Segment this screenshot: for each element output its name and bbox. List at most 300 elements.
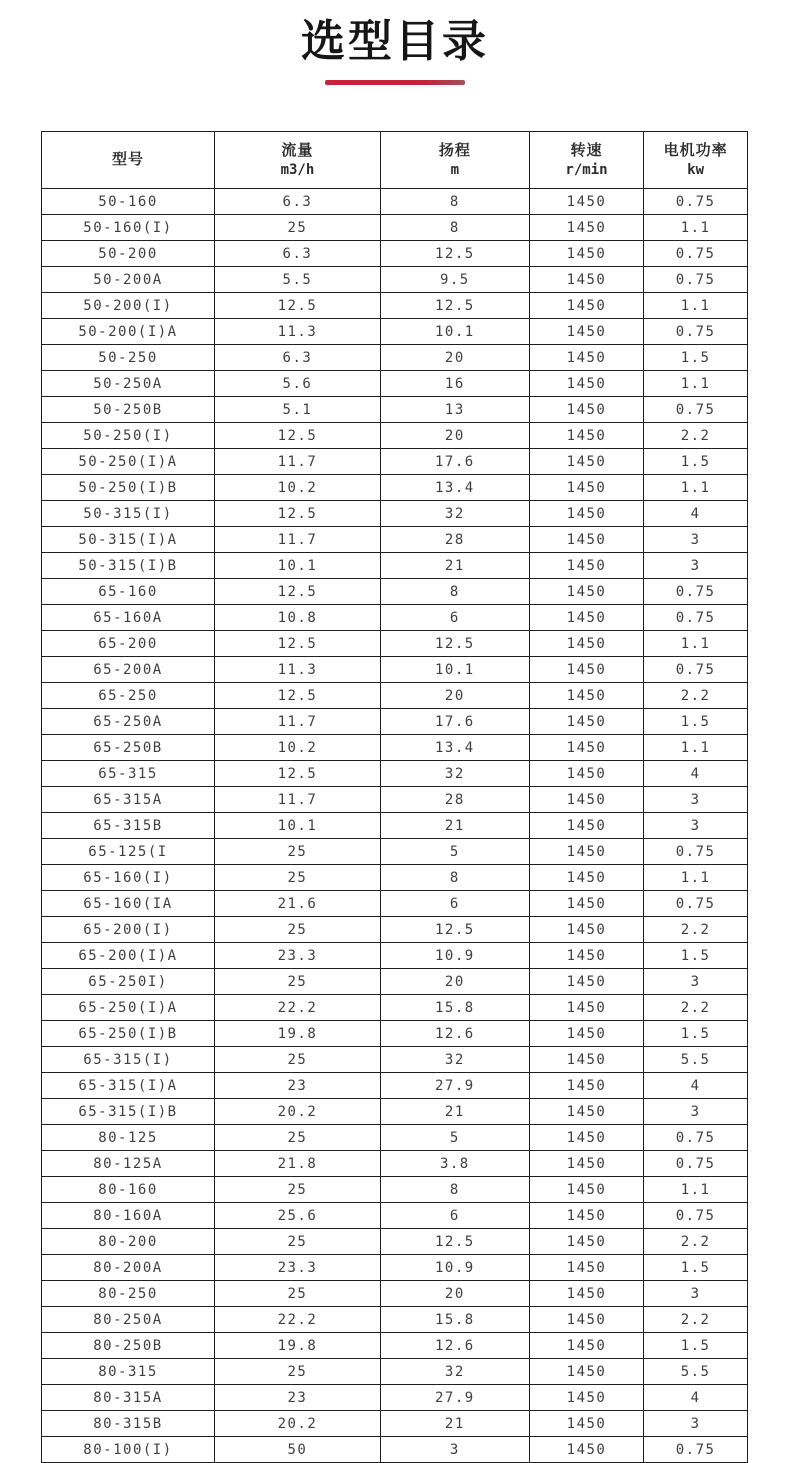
column-header-3 (529, 132, 643, 189)
value-cell: 6 (380, 605, 529, 631)
column-header-name: 转速 (570, 141, 603, 159)
value-cell: 3 (380, 1437, 529, 1463)
model-cell: 50-200(I)A (42, 319, 215, 345)
table-row (42, 1229, 748, 1255)
value-cell: 3 (644, 1411, 748, 1437)
model-cell: 65-315 (42, 761, 215, 787)
value-cell: 21.6 (214, 891, 380, 917)
value-cell: 0.75 (644, 839, 748, 865)
value-cell: 16 (380, 371, 529, 397)
model-cell: 65-315(I)A (42, 1073, 215, 1099)
model-cell: 65-315A (42, 787, 215, 813)
model-cell: 80-315B (42, 1411, 215, 1437)
value-cell: 1450 (529, 241, 643, 267)
value-cell: 1.5 (644, 1333, 748, 1359)
value-cell: 25 (214, 1177, 380, 1203)
table-row (42, 1021, 748, 1047)
column-header-0 (42, 132, 215, 189)
table-row (42, 293, 748, 319)
value-cell: 1450 (529, 891, 643, 917)
model-cell: 65-200 (42, 631, 215, 657)
value-cell: 21.8 (214, 1151, 380, 1177)
value-cell: 1.1 (644, 475, 748, 501)
model-cell: 50-160 (42, 189, 215, 215)
value-cell: 2.2 (644, 683, 748, 709)
value-cell: 13.4 (380, 475, 529, 501)
value-cell: 10.1 (380, 319, 529, 345)
value-cell: 11.7 (214, 787, 380, 813)
value-cell: 5 (380, 1125, 529, 1151)
value-cell: 6 (380, 891, 529, 917)
value-cell: 23.3 (214, 1255, 380, 1281)
model-cell: 50-250B (42, 397, 215, 423)
title-underline-decoration (325, 80, 465, 85)
value-cell: 1450 (529, 761, 643, 787)
value-cell: 1450 (529, 943, 643, 969)
value-cell: 1450 (529, 553, 643, 579)
table-row (42, 1255, 748, 1281)
table-row (42, 189, 748, 215)
model-cell: 50-250 (42, 345, 215, 371)
value-cell: 20 (380, 683, 529, 709)
model-cell: 80-315 (42, 1359, 215, 1385)
model-cell: 65-250I) (42, 969, 215, 995)
value-cell: 1.5 (644, 449, 748, 475)
value-cell: 32 (380, 501, 529, 527)
value-cell: 10.9 (380, 1255, 529, 1281)
value-cell: 1450 (529, 319, 643, 345)
value-cell: 1450 (529, 1255, 643, 1281)
value-cell: 0.75 (644, 1151, 748, 1177)
value-cell: 1450 (529, 1437, 643, 1463)
value-cell: 25 (214, 1047, 380, 1073)
table-row (42, 371, 748, 397)
value-cell: 1450 (529, 189, 643, 215)
value-cell: 1.1 (644, 293, 748, 319)
table-row (42, 1333, 748, 1359)
value-cell: 20 (380, 423, 529, 449)
value-cell: 10.9 (380, 943, 529, 969)
value-cell: 0.75 (644, 189, 748, 215)
value-cell: 1450 (529, 1073, 643, 1099)
value-cell: 25 (214, 1125, 380, 1151)
model-cell: 65-200(I)A (42, 943, 215, 969)
value-cell: 12.5 (380, 1229, 529, 1255)
value-cell: 11.7 (214, 449, 380, 475)
value-cell: 8 (380, 1177, 529, 1203)
value-cell: 1450 (529, 735, 643, 761)
table-body (42, 189, 748, 1463)
value-cell: 25 (214, 969, 380, 995)
table-row (42, 449, 748, 475)
value-cell: 28 (380, 527, 529, 553)
value-cell: 1450 (529, 1281, 643, 1307)
table-row (42, 1307, 748, 1333)
value-cell: 1450 (529, 709, 643, 735)
value-cell: 23.3 (214, 943, 380, 969)
table-row (42, 1437, 748, 1463)
table-row (42, 1099, 748, 1125)
value-cell: 1.1 (644, 631, 748, 657)
value-cell: 20 (380, 345, 529, 371)
value-cell: 4 (644, 1385, 748, 1411)
value-cell: 10.1 (380, 657, 529, 683)
model-cell: 65-250(I)B (42, 1021, 215, 1047)
table-row (42, 553, 748, 579)
value-cell: 20.2 (214, 1099, 380, 1125)
value-cell: 25.6 (214, 1203, 380, 1229)
model-cell: 80-200 (42, 1229, 215, 1255)
value-cell: 32 (380, 761, 529, 787)
value-cell: 1450 (529, 683, 643, 709)
value-cell: 1450 (529, 839, 643, 865)
table-row (42, 787, 748, 813)
table-row (42, 1073, 748, 1099)
model-cell: 80-250B (42, 1333, 215, 1359)
table-row (42, 1047, 748, 1073)
column-header-name: 型号 (111, 150, 144, 168)
value-cell: 1450 (529, 1125, 643, 1151)
value-cell: 3 (644, 1099, 748, 1125)
table-row (42, 1203, 748, 1229)
table-row (42, 501, 748, 527)
table-header (42, 132, 748, 189)
value-cell: 1450 (529, 293, 643, 319)
table-row (42, 527, 748, 553)
table-row (42, 215, 748, 241)
table-row (42, 1151, 748, 1177)
column-header-2 (380, 132, 529, 189)
value-cell: 5.6 (214, 371, 380, 397)
value-cell: 11.3 (214, 319, 380, 345)
model-cell: 80-250A (42, 1307, 215, 1333)
value-cell: 1.5 (644, 709, 748, 735)
value-cell: 5.1 (214, 397, 380, 423)
model-cell: 80-125 (42, 1125, 215, 1151)
value-cell: 12.5 (380, 293, 529, 319)
model-cell: 50-250(I)B (42, 475, 215, 501)
model-cell: 65-200A (42, 657, 215, 683)
model-cell: 50-250(I) (42, 423, 215, 449)
table-row (42, 1411, 748, 1437)
table-row (42, 683, 748, 709)
column-header-name: 扬程 (438, 141, 471, 159)
value-cell: 17.6 (380, 709, 529, 735)
table-row (42, 605, 748, 631)
model-cell: 65-250(I)A (42, 995, 215, 1021)
value-cell: 1450 (529, 215, 643, 241)
value-cell: 4 (644, 501, 748, 527)
value-cell: 23 (214, 1073, 380, 1099)
value-cell: 8 (380, 865, 529, 891)
value-cell: 0.75 (644, 267, 748, 293)
value-cell: 1450 (529, 527, 643, 553)
value-cell: 1450 (529, 475, 643, 501)
value-cell: 10.1 (214, 813, 380, 839)
table-row (42, 579, 748, 605)
value-cell: 19.8 (214, 1021, 380, 1047)
table-row (42, 1281, 748, 1307)
table-row (42, 1125, 748, 1151)
value-cell: 12.5 (214, 423, 380, 449)
value-cell: 1450 (529, 865, 643, 891)
value-cell: 28 (380, 787, 529, 813)
value-cell: 3 (644, 813, 748, 839)
model-cell: 80-125A (42, 1151, 215, 1177)
value-cell: 23 (214, 1385, 380, 1411)
model-cell: 65-315B (42, 813, 215, 839)
value-cell: 3 (644, 527, 748, 553)
value-cell: 3.8 (380, 1151, 529, 1177)
model-cell: 65-160A (42, 605, 215, 631)
value-cell: 12.5 (380, 241, 529, 267)
value-cell: 1450 (529, 1021, 643, 1047)
model-cell: 65-160(I) (42, 865, 215, 891)
value-cell: 20.2 (214, 1411, 380, 1437)
table-row (42, 423, 748, 449)
table-row (42, 917, 748, 943)
model-cell: 50-200A (42, 267, 215, 293)
model-cell: 65-250 (42, 683, 215, 709)
value-cell: 5 (380, 839, 529, 865)
value-cell: 12.5 (214, 631, 380, 657)
value-cell: 3 (644, 1281, 748, 1307)
value-cell: 0.75 (644, 319, 748, 345)
value-cell: 0.75 (644, 1437, 748, 1463)
table-row (42, 761, 748, 787)
model-cell: 50-250(I)A (42, 449, 215, 475)
column-header-unit: m (450, 162, 460, 179)
value-cell: 20 (380, 969, 529, 995)
value-cell: 12.5 (214, 501, 380, 527)
value-cell: 15.8 (380, 995, 529, 1021)
model-cell: 65-315(I)B (42, 1099, 215, 1125)
table-row (42, 995, 748, 1021)
table-row (42, 735, 748, 761)
value-cell: 1.5 (644, 943, 748, 969)
model-cell: 50-200 (42, 241, 215, 267)
value-cell: 21 (380, 1411, 529, 1437)
value-cell: 1450 (529, 397, 643, 423)
value-cell: 5.5 (214, 267, 380, 293)
value-cell: 21 (380, 553, 529, 579)
value-cell: 2.2 (644, 1229, 748, 1255)
table-row (42, 709, 748, 735)
value-cell: 22.2 (214, 995, 380, 1021)
table-row (42, 631, 748, 657)
model-cell: 65-250A (42, 709, 215, 735)
value-cell: 5.5 (644, 1359, 748, 1385)
value-cell: 0.75 (644, 397, 748, 423)
value-cell: 0.75 (644, 579, 748, 605)
value-cell: 1.1 (644, 865, 748, 891)
value-cell: 12.6 (380, 1021, 529, 1047)
value-cell: 2.2 (644, 423, 748, 449)
selection-catalog-table (41, 131, 748, 1463)
value-cell: 2.2 (644, 995, 748, 1021)
value-cell: 50 (214, 1437, 380, 1463)
value-cell: 6.3 (214, 189, 380, 215)
table-row (42, 345, 748, 371)
value-cell: 4 (644, 761, 748, 787)
value-cell: 1.5 (644, 345, 748, 371)
model-cell: 65-160 (42, 579, 215, 605)
value-cell: 27.9 (380, 1073, 529, 1099)
value-cell: 1450 (529, 501, 643, 527)
value-cell: 1.1 (644, 1177, 748, 1203)
column-header-4 (644, 132, 748, 189)
value-cell: 11.7 (214, 709, 380, 735)
model-cell: 80-160A (42, 1203, 215, 1229)
column-header-name: 流量 (281, 141, 314, 159)
value-cell: 1450 (529, 631, 643, 657)
value-cell: 3 (644, 787, 748, 813)
value-cell: 1.5 (644, 1255, 748, 1281)
table-row (42, 1177, 748, 1203)
value-cell: 25 (214, 1281, 380, 1307)
value-cell: 10.2 (214, 735, 380, 761)
value-cell: 1450 (529, 917, 643, 943)
value-cell: 1450 (529, 1307, 643, 1333)
value-cell: 11.7 (214, 527, 380, 553)
value-cell: 6 (380, 1203, 529, 1229)
value-cell: 12.5 (214, 293, 380, 319)
value-cell: 11.3 (214, 657, 380, 683)
model-cell: 50-315(I)B (42, 553, 215, 579)
value-cell: 1.1 (644, 735, 748, 761)
column-header-unit: kw (687, 162, 705, 179)
table-row (42, 865, 748, 891)
value-cell: 9.5 (380, 267, 529, 293)
value-cell: 6.3 (214, 241, 380, 267)
value-cell: 1450 (529, 267, 643, 293)
value-cell: 3 (644, 969, 748, 995)
value-cell: 0.75 (644, 605, 748, 631)
value-cell: 1.1 (644, 371, 748, 397)
model-cell: 80-200A (42, 1255, 215, 1281)
model-cell: 65-125(I (42, 839, 215, 865)
value-cell: 1450 (529, 1151, 643, 1177)
value-cell: 21 (380, 813, 529, 839)
table-header-row (42, 132, 748, 189)
value-cell: 1450 (529, 1359, 643, 1385)
model-cell: 50-315(I)A (42, 527, 215, 553)
model-cell: 80-100(I) (42, 1437, 215, 1463)
value-cell: 13.4 (380, 735, 529, 761)
value-cell: 1.1 (644, 215, 748, 241)
value-cell: 12.5 (214, 761, 380, 787)
table-row (42, 1385, 748, 1411)
value-cell: 25 (214, 1359, 380, 1385)
value-cell: 4 (644, 1073, 748, 1099)
table-row (42, 475, 748, 501)
page-title: 选型目录 (301, 17, 489, 66)
value-cell: 6.3 (214, 345, 380, 371)
value-cell: 0.75 (644, 241, 748, 267)
table-row (42, 397, 748, 423)
model-cell: 80-250 (42, 1281, 215, 1307)
value-cell: 1450 (529, 423, 643, 449)
value-cell: 12.6 (380, 1333, 529, 1359)
value-cell: 12.5 (214, 683, 380, 709)
model-cell: 80-315A (42, 1385, 215, 1411)
value-cell: 1450 (529, 995, 643, 1021)
model-cell: 65-315(I) (42, 1047, 215, 1073)
value-cell: 2.2 (644, 917, 748, 943)
table-row (42, 969, 748, 995)
value-cell: 10.1 (214, 553, 380, 579)
value-cell: 32 (380, 1047, 529, 1073)
value-cell: 8 (380, 189, 529, 215)
model-cell: 50-250A (42, 371, 215, 397)
value-cell: 25 (214, 917, 380, 943)
model-cell: 65-160(IA (42, 891, 215, 917)
value-cell: 25 (214, 215, 380, 241)
value-cell: 25 (214, 1229, 380, 1255)
value-cell: 21 (380, 1099, 529, 1125)
table-row (42, 241, 748, 267)
value-cell: 1450 (529, 345, 643, 371)
column-header-1 (214, 132, 380, 189)
value-cell: 20 (380, 1281, 529, 1307)
table-row (42, 813, 748, 839)
value-cell: 1450 (529, 371, 643, 397)
value-cell: 2.2 (644, 1307, 748, 1333)
value-cell: 1450 (529, 579, 643, 605)
column-header-unit: m3/h (280, 162, 315, 179)
table-row (42, 267, 748, 293)
value-cell: 1450 (529, 813, 643, 839)
model-cell: 80-160 (42, 1177, 215, 1203)
value-cell: 8 (380, 215, 529, 241)
value-cell: 25 (214, 865, 380, 891)
value-cell: 5.5 (644, 1047, 748, 1073)
model-cell: 65-200(I) (42, 917, 215, 943)
value-cell: 3 (644, 553, 748, 579)
value-cell: 1450 (529, 1099, 643, 1125)
value-cell: 1450 (529, 605, 643, 631)
model-cell: 50-160(I) (42, 215, 215, 241)
value-cell: 27.9 (380, 1385, 529, 1411)
value-cell: 17.6 (380, 449, 529, 475)
value-cell: 1450 (529, 1333, 643, 1359)
value-cell: 12.5 (380, 631, 529, 657)
value-cell: 1450 (529, 969, 643, 995)
value-cell: 12.5 (380, 917, 529, 943)
value-cell: 0.75 (644, 657, 748, 683)
table-row (42, 319, 748, 345)
value-cell: 12.5 (214, 579, 380, 605)
table-row (42, 839, 748, 865)
value-cell: 1450 (529, 1177, 643, 1203)
table-row (42, 943, 748, 969)
model-cell: 50-200(I) (42, 293, 215, 319)
value-cell: 0.75 (644, 891, 748, 917)
value-cell: 22.2 (214, 1307, 380, 1333)
model-cell: 65-250B (42, 735, 215, 761)
value-cell: 0.75 (644, 1203, 748, 1229)
value-cell: 19.8 (214, 1333, 380, 1359)
value-cell: 1450 (529, 1385, 643, 1411)
column-header-name: 电机功率 (663, 141, 728, 159)
value-cell: 1450 (529, 1411, 643, 1437)
page-header (0, 0, 790, 85)
table-row (42, 891, 748, 917)
value-cell: 15.8 (380, 1307, 529, 1333)
column-header-unit: r/min (565, 162, 608, 179)
value-cell: 1450 (529, 1229, 643, 1255)
value-cell: 1450 (529, 1203, 643, 1229)
